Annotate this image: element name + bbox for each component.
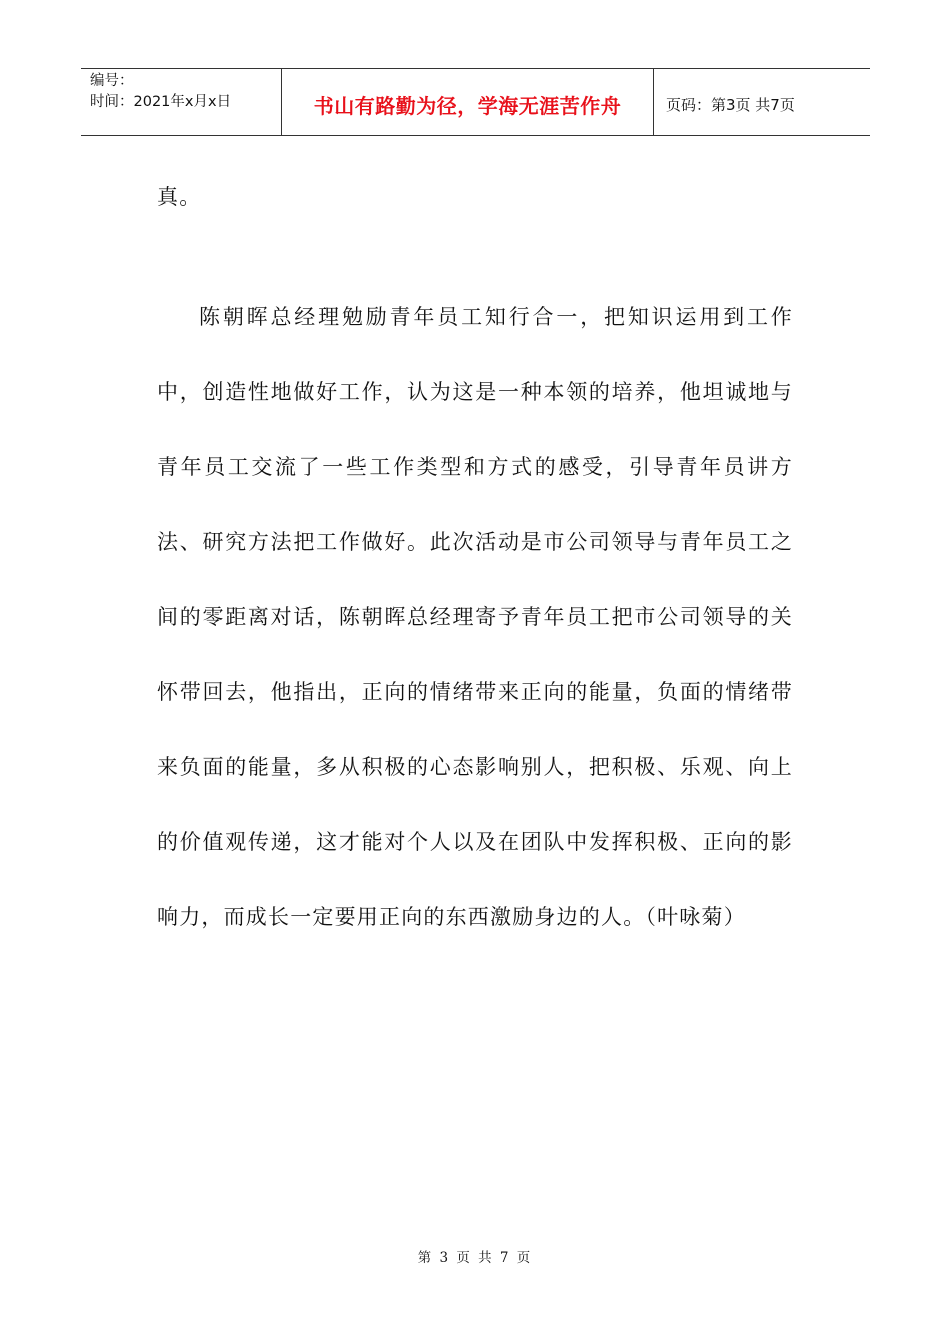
paragraph-continuation: 真。 [157,185,202,209]
header-page-cell [654,69,870,135]
header-motto-cell [282,69,654,135]
paragraph-main: 陈朝晖总经理勉励青年员工知行合一，把知识运用到工作中，创造性地做好工作，认为这是一种本领的培养，他坦诚地与青年员工交流了一些工作类型和方式的感受，引导青年员讲方法、研究方法把工作做好。此次活动是市公司领导与青年员工之间的零距离对话，陈朝晖总经理寄予青年员工把市公司领导的关怀带回去，他指出，正向的情绪带来正向的能量，负面的情绪带来负面的能量，多从积极的心态影响别人，把积极、乐观、向上的价值观传递，这才能对个人以及在团队中发挥积极、正向的影响力，而成长一定要用正向的东西激励身边的人。（叶咏菊） [157,305,793,929]
header-meta-cell [81,69,282,135]
time-label: 时间：2021年x月x日 [90,94,232,110]
page-footer: 第 3 页 共 7 页 [417,1250,533,1266]
document-header [81,68,870,136]
paragraph-gap [157,235,793,280]
document-body [157,160,793,955]
number-label: 编号： [90,73,134,89]
page-code: 页码：第3页 共7页 [666,95,795,114]
motto-text: 书山有路勤为径，学海无涯苦作舟 [313,93,622,118]
